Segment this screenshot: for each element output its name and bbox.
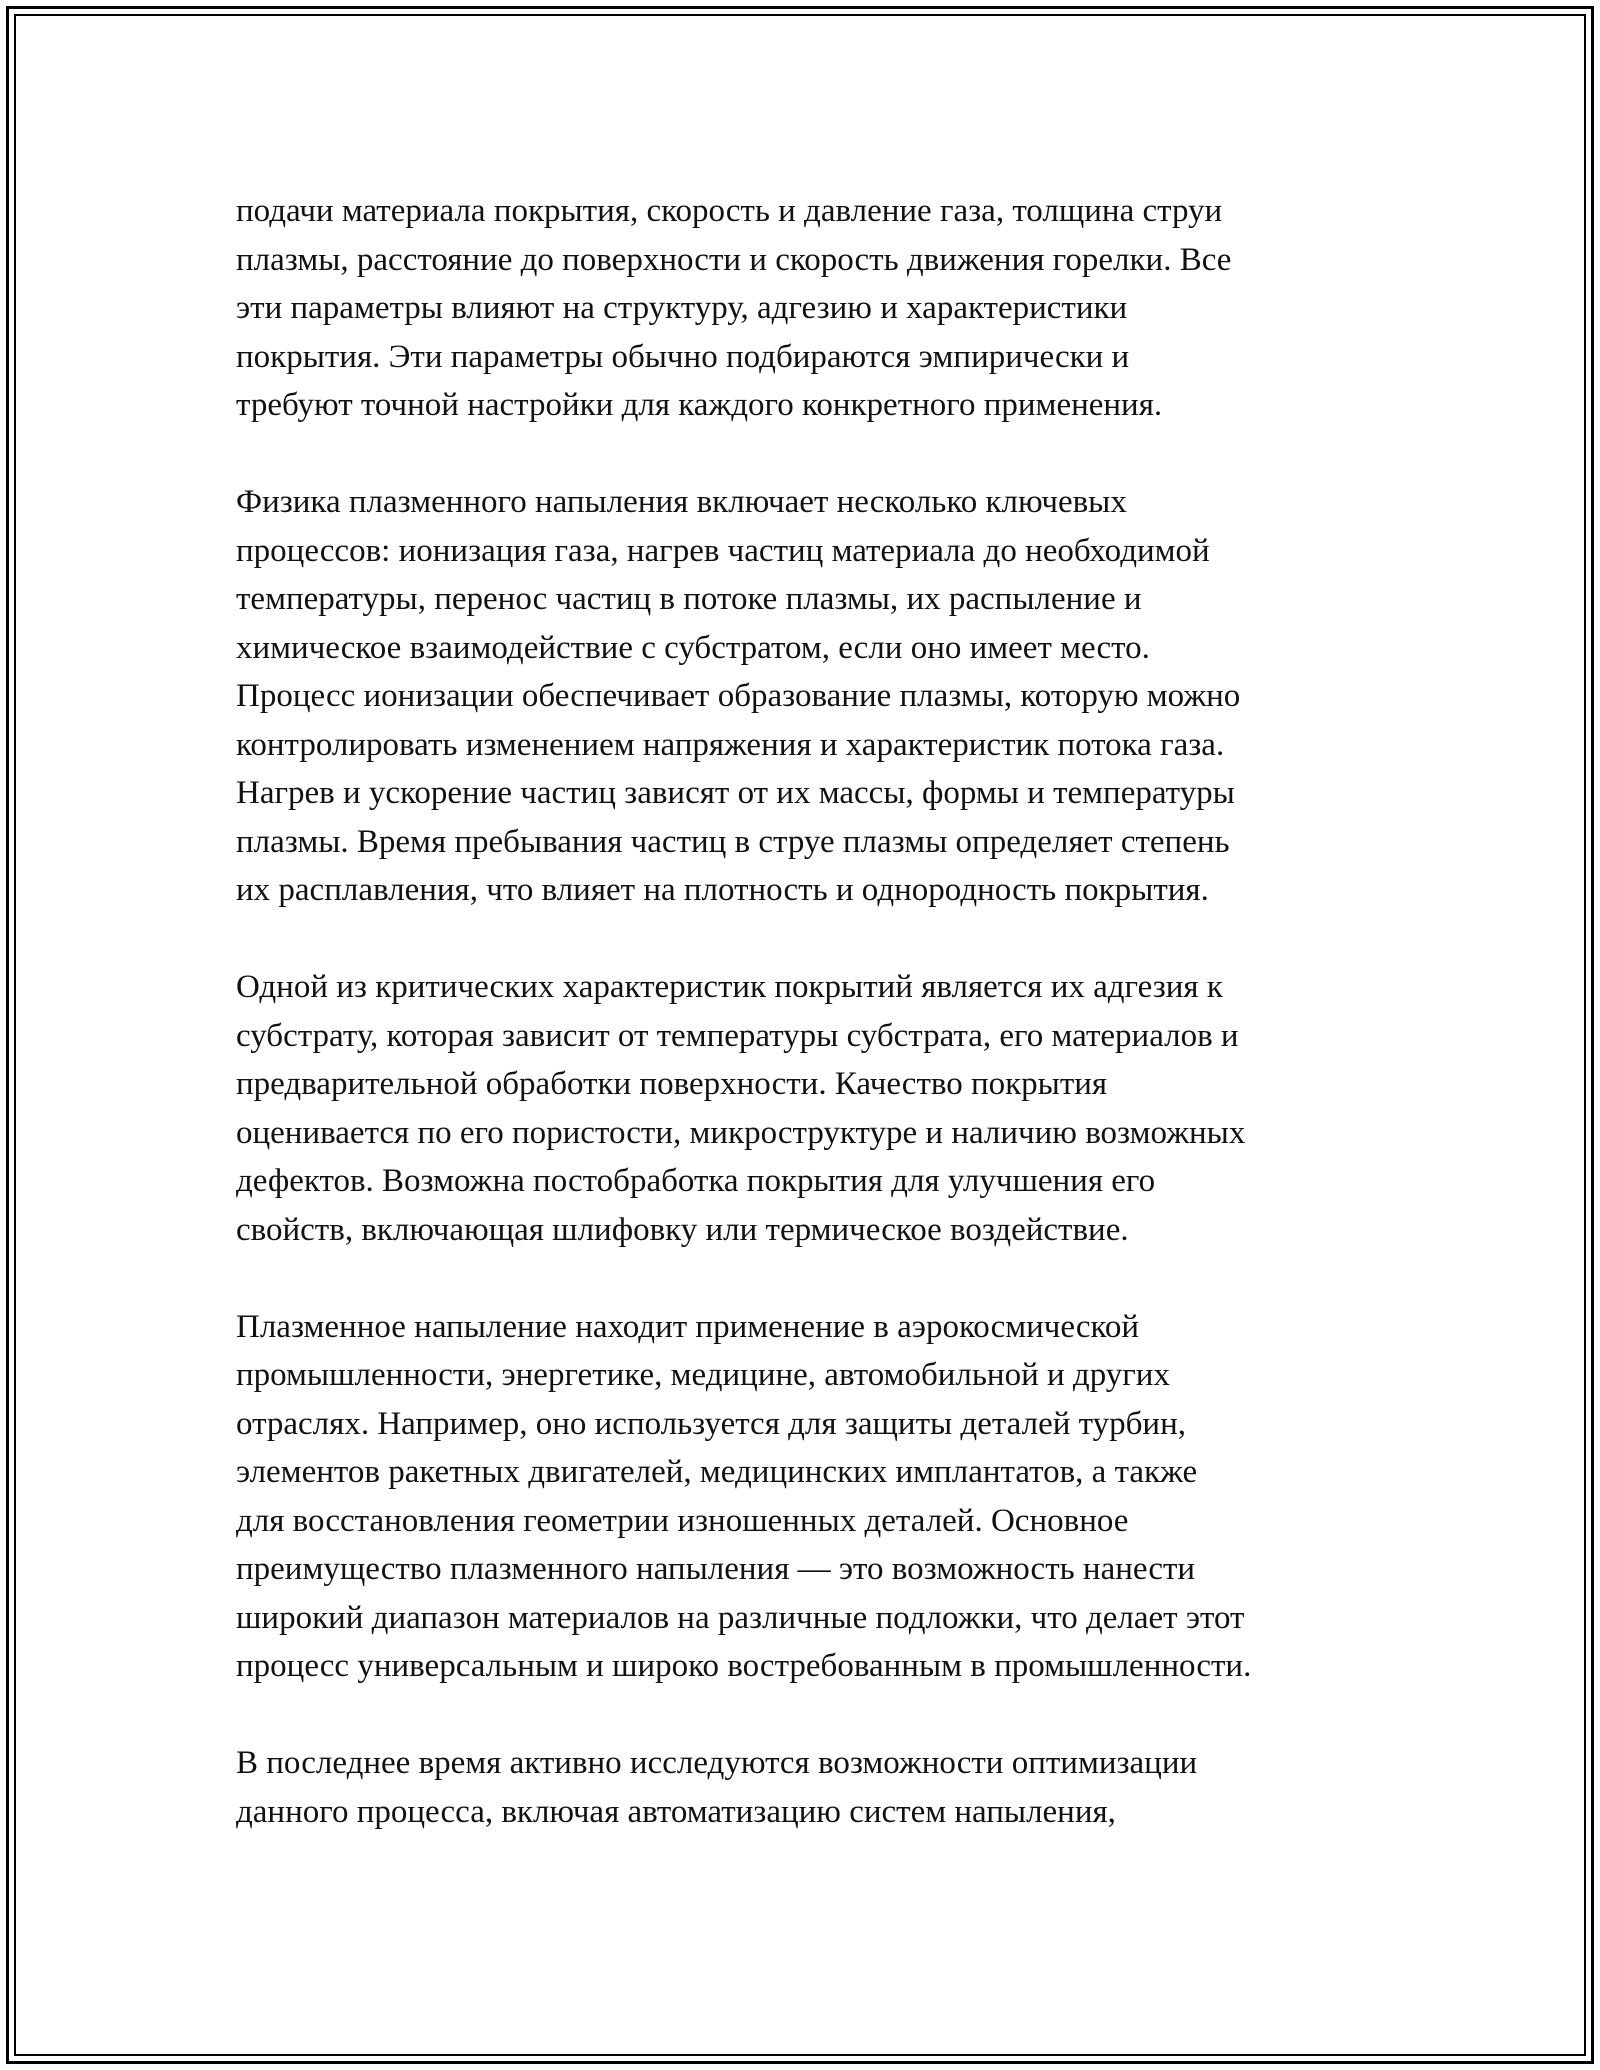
text-line: свойств, включающая шлифовку или термическое воздействие. [236,1211,1129,1248]
text-line: элементов ракетных двигателей, медицинских имплантатов, а также [236,1454,1198,1490]
text-line: дефектов. Возможна постобработка покрытия для улучшения его [236,1163,1156,1199]
text-line: данного процесса, включая автоматизацию систем напыления, [236,1793,1116,1830]
text-line: В последнее время активно исследуются возможности оптимизации [236,1745,1198,1781]
text-line: отраслях. Например, оно используется для защиты деталей турбин, [236,1405,1186,1442]
text-line: температуры, перенос частиц в потоке плазмы, их распыление и [236,581,1142,617]
text-line: подачи материала покрытия, скорость и давление газа, толщина струи [236,193,1223,229]
text-line: Одной из критических характеристик покрытий является их адгезия к [236,969,1223,1005]
text-line: Плазменное напыление находит применение в аэрокосмической [236,1308,1140,1345]
text-line: широкий диапазон материалов на различные подложки, что делает этот [236,1599,1245,1636]
text-line: оценивается по его пористости, микроструктуре и наличию возможных [236,1114,1246,1151]
text-line: требуют точной настройки для каждого конкретного применения. [236,387,1163,423]
text-line: процессов: ионизация газа, нагрев частиц материала до необходимой [236,532,1210,569]
paragraph-2 [236,478,1386,915]
text-line: покрытия. Эти параметры обычно подбираются эмпирически и [236,338,1130,375]
text-line: промышленности, энергетике, медицине, автомобильной и других [236,1357,1170,1393]
text-line: Физика плазменного напыления включает несколько ключевых [236,484,1127,520]
text-line: Нагрев и ускорение частиц зависят от их массы, формы и температуры [236,775,1235,811]
paragraph-4 [236,1303,1386,1691]
text-line: плазмы. Время пребывания частиц в струе плазмы определяет степень [236,823,1230,860]
text-line: процесс универсальным и широко востребованным в промышленности. [236,1648,1252,1684]
paragraph-1 [236,187,1386,430]
paragraph-5 [236,1739,1386,1836]
text-line: преимущество плазменного напыления — это возможность нанести [236,1551,1196,1587]
text-line: химическое взаимодействие с субстратом, если оно имеет место. [236,629,1150,666]
text-line: предварительной обработки поверхности. Качество покрытия [236,1066,1108,1102]
document-body [236,187,1386,1885]
text-line: плазмы, расстояние до поверхности и скорость движения горелки. Все [236,241,1232,278]
text-line: их расплавления, что влияет на плотность и однородность покрытия. [236,872,1209,908]
text-line: Процесс ионизации обеспечивает образование плазмы, которую можно [236,678,1241,714]
text-line: субстрату, которая зависит от температуры субстрата, его материалов и [236,1017,1239,1054]
text-line: эти параметры влияют на структуру, адгезию и характеристики [236,290,1128,326]
text-line: для восстановления геометрии изношенных деталей. Основное [236,1502,1129,1539]
paragraph-3 [236,963,1386,1254]
text-line: контролировать изменением напряжения и характеристик потока газа. [236,726,1225,763]
